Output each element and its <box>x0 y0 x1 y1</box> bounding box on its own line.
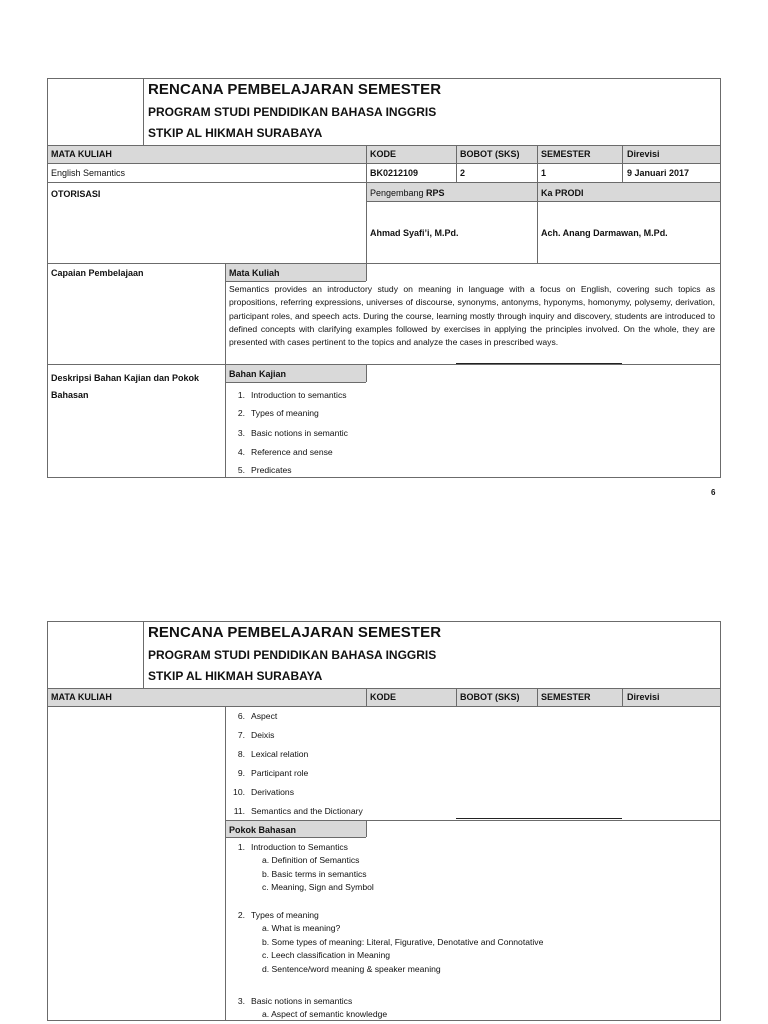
list-item <box>229 842 348 852</box>
sub-item: c. Leech classification in Meaning <box>262 950 391 960</box>
list-item-text: Basic notions in semantic <box>251 428 348 438</box>
list-item-num: 6. <box>237 711 245 721</box>
sub-item: d. Sentence/word meaning & speaker meaning <box>262 964 441 974</box>
list-item-num: 2. <box>237 910 245 920</box>
list-item-text: Participant role <box>251 768 309 778</box>
col-direvisi: Direvisi <box>627 149 660 159</box>
course-bobot: 2 <box>460 168 466 178</box>
course-name: English Semantics <box>51 168 126 178</box>
list-item-num: 10. <box>233 787 245 797</box>
sub-item: a. Definition of Semantics <box>262 855 360 865</box>
institution-name: STKIP AL HIKMAH SURABAYA <box>148 126 323 140</box>
mata-kuliah-sublabel: Mata Kuliah <box>229 268 280 278</box>
sub-item: b. Basic terms in semantics <box>262 869 367 879</box>
pengembang-name: Ahmad Syafi’i, M.Pd. <box>370 228 459 238</box>
list-item-text: Predicates <box>251 465 292 475</box>
course-direvisi: 9 Januari 2017 <box>627 168 690 178</box>
list-item <box>229 996 352 1006</box>
col-mata-kuliah: MATA KULIAH <box>51 149 112 159</box>
list-item-text: Types of meaning <box>251 910 319 920</box>
col-direvisi: Direvisi <box>627 692 660 702</box>
list-item <box>229 806 363 816</box>
list-item-num: 2. <box>237 408 245 418</box>
list-item-text: Semantics and the Dictionary <box>251 806 363 816</box>
list-item-num: 9. <box>237 768 245 778</box>
list-item-text: Introduction to Semantics <box>251 842 348 852</box>
page-number: 6 <box>711 488 716 497</box>
sub-item: a. Aspect of semantic knowledge <box>262 1009 388 1019</box>
kaprodi-name: Ach. Anang Darmawan, M.Pd. <box>541 228 668 238</box>
program-name: PROGRAM STUDI PENDIDIKAN BAHASA INGGRIS <box>148 105 437 119</box>
list-item-text: Introduction to semantics <box>251 390 347 400</box>
list-item-text: Deixis <box>251 730 275 740</box>
capaian-paragraph: Semantics provides an introductory study on meaning in language with a focus on English, covering such topics as propositions, referring expressions, universes of discourse, synonyms, antonyms, hyponyms, homonymy, polysemy, derivation, participant roles, and speech acts. During the course, learning mostly through inquiry and discovery, students are introduced to defined concepts with clarifying examples followed by exercises in applying the principles involved. On the whole, they are presented with cases pertinent to the topics and analyze the cases in prescribed ways. <box>229 284 715 348</box>
list-item-num: 8. <box>237 749 245 759</box>
list-item <box>229 910 319 920</box>
list-item-num: 11. <box>233 806 245 816</box>
col-kode: KODE <box>370 692 397 702</box>
list-item-text: Lexical relation <box>251 749 309 759</box>
list-item <box>229 730 274 740</box>
deskripsi-label: Deskripsi Bahan Kajian dan Pokok Bahasan <box>51 373 200 400</box>
list-item <box>229 749 308 759</box>
institution-name: STKIP AL HIKMAH SURABAYA <box>148 669 323 683</box>
bahan-kajian-sublabel: Bahan Kajian <box>229 369 287 379</box>
col-bobot: BOBOT (SKS) <box>460 149 520 159</box>
sub-item: c. Meaning, Sign and Symbol <box>262 882 374 892</box>
list-item <box>229 390 347 400</box>
list-item-num: 3. <box>237 428 245 438</box>
sub-item: a. What is meaning? <box>262 923 341 933</box>
document-title: RENCANA PEMBELAJARAN SEMESTER <box>148 624 442 641</box>
capaian-text <box>229 283 715 349</box>
sub-item: b. Some types of meaning: Literal, Figurative, Denotative and Connotative <box>262 937 544 947</box>
otorisasi-label: OTORISASI <box>51 189 101 199</box>
list-item-num: 4. <box>237 447 245 457</box>
pengembang-bold: RPS <box>426 188 445 198</box>
list-item-text: Basic notions in semantics <box>251 996 353 1006</box>
col-mata-kuliah: MATA KULIAH <box>51 692 112 702</box>
pengembang-rps-label <box>370 188 445 198</box>
pokok-bahasan-label: Pokok Bahasan <box>229 825 297 835</box>
list-item-num: 7. <box>237 730 245 740</box>
list-item-text: Reference and sense <box>251 447 333 457</box>
list-item-text: Types of meaning <box>251 408 319 418</box>
capaian-label: Capaian Pembelajaan <box>51 268 144 278</box>
list-item <box>229 465 292 475</box>
course-kode: BK0212109 <box>370 168 419 178</box>
list-item <box>229 711 277 721</box>
list-item <box>229 787 294 797</box>
list-item-num: 1. <box>237 390 245 400</box>
list-item <box>229 408 319 418</box>
kaprodi-label: Ka PRODI <box>541 188 584 198</box>
col-kode: KODE <box>370 149 397 159</box>
list-item-num: 1. <box>237 842 245 852</box>
list-item-num: 5. <box>237 465 245 475</box>
list-item-text: Derivations <box>251 787 294 797</box>
pengembang-prefix: Pengembang <box>370 188 427 198</box>
list-item-num: 3. <box>237 996 245 1006</box>
list-item-text: Aspect <box>251 711 278 721</box>
program-name: PROGRAM STUDI PENDIDIKAN BAHASA INGGRIS <box>148 648 437 662</box>
list-item <box>229 768 308 778</box>
col-semester: SEMESTER <box>541 692 591 702</box>
list-item <box>229 428 348 438</box>
course-semester: 1 <box>541 168 547 178</box>
col-semester: SEMESTER <box>541 149 591 159</box>
document-title: RENCANA PEMBELAJARAN SEMESTER <box>148 81 442 98</box>
list-item <box>229 447 333 457</box>
col-bobot: BOBOT (SKS) <box>460 692 520 702</box>
